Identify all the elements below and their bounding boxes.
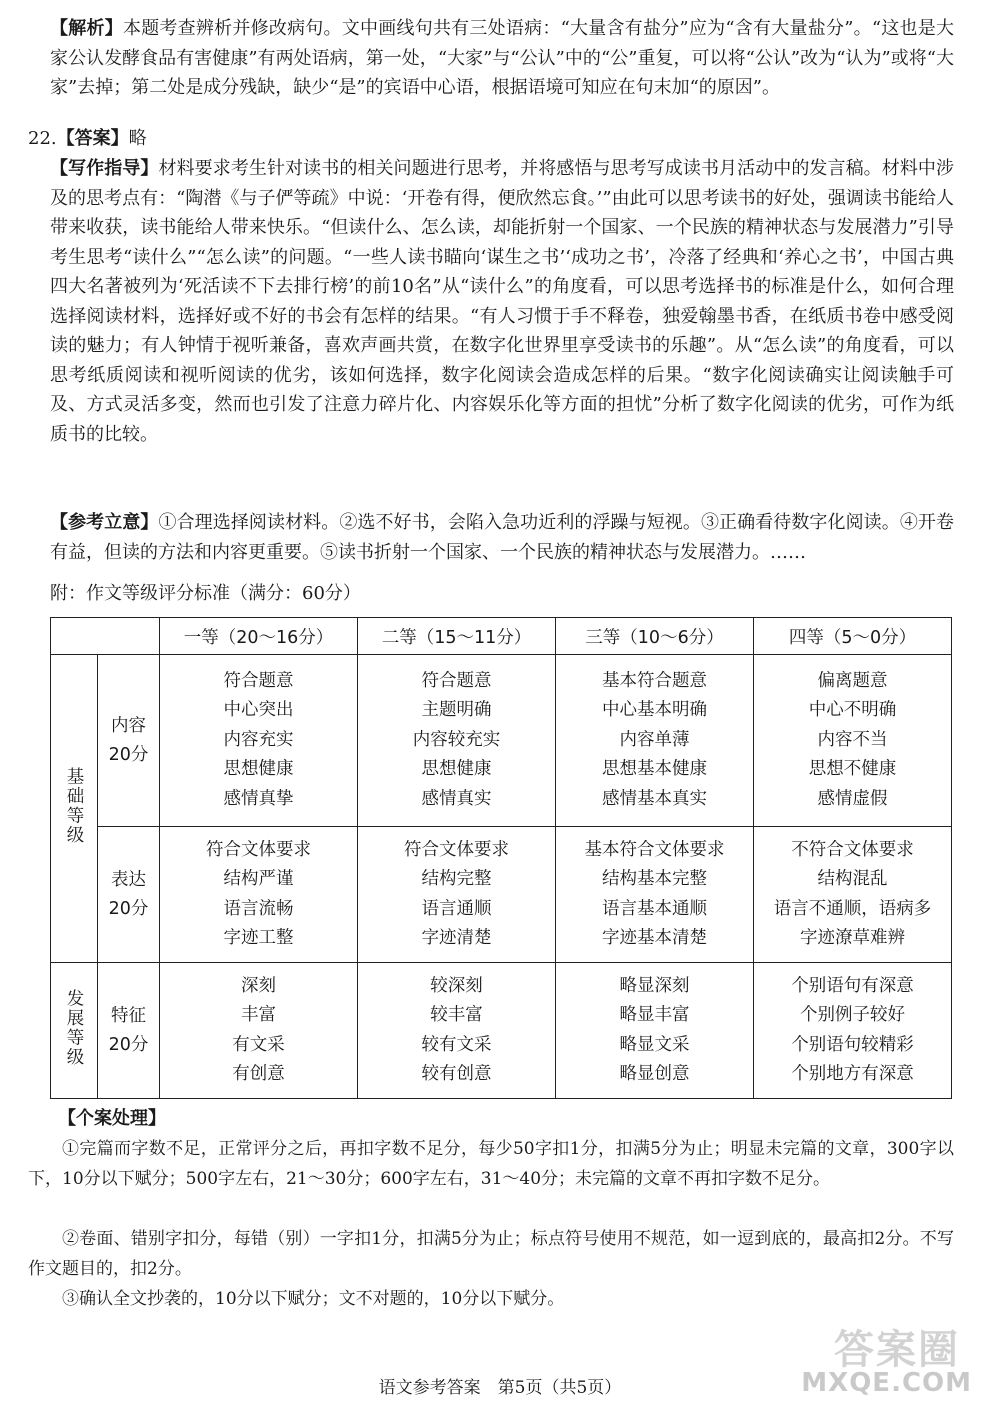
row-label-features	[98, 963, 160, 1099]
table-row-features	[51, 963, 952, 1099]
cell-line: 中心突出	[223, 700, 294, 721]
cell-expression-grade4	[754, 827, 952, 963]
cell-line: 符合文体要求	[206, 839, 311, 860]
cell-features-grade1	[160, 963, 358, 1099]
reference-ideas-tag: 【参考立意】	[50, 512, 159, 533]
cell-line: 个别例子较好	[800, 1005, 905, 1025]
cell-line: 较深刻	[430, 975, 483, 996]
cell-line: 字迹基本清楚	[602, 928, 707, 948]
table-row-content	[51, 655, 952, 827]
cell-line: 字迹工整	[223, 928, 294, 948]
cell-line: 感情真挚	[223, 788, 294, 809]
cell-line: 思想健康	[421, 759, 492, 780]
case-item-2: ②卷面、错别字扣分，每错（别）一字扣1分，扣满5分为止；标点符号使用不规范，如一逗到底的，最高扣2分。不写作文题目的，扣2分。	[28, 1229, 954, 1279]
cell-line: 字迹潦草难辨	[800, 928, 905, 948]
cell-line: 中心不明确	[808, 700, 897, 721]
reference-ideas-text: ①合理选择阅读材料。②选不好书，会陷入急功近利的浮躁与短视。③正确看待数字化阅读。④开卷有益，但读的方法和内容更重要。⑤读书折射一个国家、一个民族的精神状态与发展潜力。……	[50, 512, 955, 563]
cell-content-grade4	[754, 655, 952, 827]
cell-line: 个别语句较精彩	[791, 1034, 914, 1055]
case-item-1: ①完篇而字数不足，正常评分之后，再扣字数不足分，每少50字扣1分，扣满5分为止；明显未完篇的文章，300字以下，10分以下赋分；500字左右，21～30分；600字左右，31～40分；未完篇的文章不再扣字数不足分。	[28, 1139, 954, 1189]
cell-line: 个别语句有深意	[791, 975, 914, 996]
grade-header-3: 三等（10～6分）	[556, 618, 754, 655]
reference-ideas-paragraph	[50, 508, 954, 567]
row-label-score: 20分	[108, 898, 149, 919]
cell-line: 结构严谨	[223, 869, 294, 889]
case-handling-title: 【个案处理】	[58, 1108, 166, 1129]
cell-features-grade3	[556, 963, 754, 1099]
cell-line: 符合文体要求	[404, 839, 509, 860]
cell-line: 不符合文体要求	[791, 839, 914, 860]
cell-line: 语言通顺	[421, 898, 492, 919]
cell-line: 略显文采	[619, 1034, 690, 1055]
cell-expression-grade3	[556, 827, 754, 963]
writing-guide-text: 材料要求考生针对读书的相关问题进行思考，并将感悟与思考写成读书月活动中的发言稿。材料中涉及的思考点有：“陶潜《与子俨等疏》中说：‘开卷有得，便欣然忘食。’”由此可以思考读书的好处，强调读书能给人带来收获，读书能给人带来快乐。“但读什么、怎么读，却能折射一个国家、一个民族的精神状态与发展潜力”引导考生思考“读什么”“怎么读”的问题。“一些人读书瞄向‘谋生之书’‘成功之书’，冷落了经典和‘养心之书’，中国古典四大名著被列为‘死活读不下去排行榜’的前10名”从“读什么”的角度看，可以思考选择书的标准是什么，如何合理选择阅读材料，选择好或不好的书会有怎样的结果。“有人习惯于手不释卷，独爱翰墨书香，在纸质书卷中感受阅读的魅力；有人钟情于视听兼备，喜欢声画共赏，在数字化世界里享受读书的乐趣”。从“怎么读”的角度看，可以思考纸质阅读和视听阅读的优劣，该如何选择，数字化阅读会造成怎样的后果。“数字化阅读确实让阅读触手可及、方式灵活多变，然而也引发了注意力碎片化、内容娱乐化等方面的担忧”分析了数字化阅读的优劣，可作为纸质书的比较。	[50, 158, 955, 445]
watermark-cn-text: 答案圈	[834, 1327, 960, 1373]
row-label-text: 内容	[111, 715, 146, 736]
cell-line: 结构完整	[421, 869, 492, 889]
cell-line: 较有创意	[421, 1064, 492, 1084]
cell-line: 结构混乱	[817, 869, 888, 889]
table-header-row	[51, 618, 952, 655]
cell-line: 感情真实	[421, 788, 492, 809]
row-label-score: 20分	[108, 744, 149, 765]
cell-line: 思想健康	[223, 759, 294, 780]
cell-line: 内容不当	[817, 729, 888, 750]
question-number: 22.	[28, 128, 57, 149]
cell-line: 感情虚假	[817, 788, 888, 809]
cell-line: 较有文采	[421, 1034, 492, 1055]
cell-line: 内容充实	[223, 729, 294, 750]
rubric-title: 附：作文等级评分标准（满分：60分）	[50, 583, 361, 604]
case-item-3: ③确认全文抄袭的，10分以下赋分；文不对题的，10分以下赋分。	[62, 1289, 565, 1309]
cell-line: 语言基本通顺	[602, 898, 707, 919]
cell-line: 感情基本真实	[602, 788, 707, 809]
cell-line: 偏离题意	[817, 670, 888, 691]
cell-line: 略显深刻	[619, 975, 690, 996]
cell-line: 深刻	[241, 975, 276, 996]
cell-line: 较丰富	[430, 1005, 483, 1025]
cell-expression-grade1	[160, 827, 358, 963]
writing-guide-tag: 【写作指导】	[50, 158, 159, 179]
row-label-text: 特征	[111, 1005, 146, 1026]
writing-guide-paragraph	[50, 154, 954, 449]
question-22-heading	[28, 124, 147, 154]
grade-header-1: 一等（20～16分）	[160, 618, 358, 655]
cell-expression-grade2	[358, 827, 556, 963]
grading-table	[50, 617, 952, 1099]
grade-header-2: 二等（15～11分）	[358, 618, 556, 655]
group-development-cell	[51, 963, 98, 1099]
row-label-text: 表达	[111, 869, 146, 890]
cell-features-grade4	[754, 963, 952, 1099]
cell-line: 基本符合文体要求	[584, 839, 725, 860]
cell-line: 符合题意	[421, 670, 492, 691]
answer-text: 略	[128, 128, 147, 149]
cell-content-grade3	[556, 655, 754, 827]
cell-line: 主题明确	[421, 700, 492, 721]
grade-header-4: 四等（5～0分）	[754, 618, 952, 655]
cell-line: 符合题意	[223, 670, 294, 691]
cell-line: 略显创意	[619, 1064, 690, 1084]
cell-line: 思想不健康	[808, 759, 897, 780]
cell-line: 内容较充实	[412, 729, 501, 750]
row-label-expression	[98, 827, 160, 963]
group-development-label: 发展等级	[64, 989, 84, 1067]
group-basic-label: 基础等级	[64, 767, 84, 845]
cell-line: 有文采	[232, 1034, 285, 1055]
cell-line: 中心基本明确	[602, 700, 707, 721]
page-footer: 语文参考答案 第5页（共5页）	[378, 1378, 622, 1398]
cell-features-grade2	[358, 963, 556, 1099]
answer-tag: 【答案】	[56, 128, 129, 149]
row-label-score: 20分	[108, 1034, 149, 1055]
table-corner-cell	[51, 618, 160, 655]
cell-line: 思想基本健康	[602, 759, 707, 780]
table-row-expression	[51, 827, 952, 963]
cell-content-grade2	[358, 655, 556, 827]
analysis-paragraph	[50, 14, 954, 103]
watermark-en-text: MXQE.COM	[801, 1368, 972, 1398]
cell-line: 个别地方有深意	[791, 1064, 914, 1084]
row-label-content	[98, 655, 160, 827]
analysis-tag: 【解析】	[50, 18, 123, 39]
cell-line: 基本符合题意	[602, 670, 707, 691]
group-basic-cell	[51, 655, 98, 963]
cell-line: 结构基本完整	[602, 869, 707, 889]
cell-line: 语言不通顺，语病多	[773, 898, 932, 919]
watermark-logo	[802, 1318, 972, 1398]
cell-content-grade1	[160, 655, 358, 827]
cell-line: 略显丰富	[619, 1005, 690, 1025]
analysis-text: 本题考查辨析并修改病句。文中画线句共有三处语病：“大量含有盐分”应为“含有大量盐分”。“这也是大家公认发酵食品有害健康”有两处语病，第一处，“大家”与“公认”中的“公”重复，可以将“公认”改为“认为”或将“大家”去掉；第二处是成分残缺，缺少“是”的宾语中心语，根据语境可知应在句末加“的原因”。	[50, 18, 955, 98]
cell-line: 语言流畅	[223, 898, 294, 919]
cell-line: 有创意	[232, 1064, 285, 1084]
cell-line: 内容单薄	[619, 729, 690, 750]
cell-line: 丰富	[241, 1005, 276, 1025]
cell-line: 字迹清楚	[421, 928, 492, 948]
